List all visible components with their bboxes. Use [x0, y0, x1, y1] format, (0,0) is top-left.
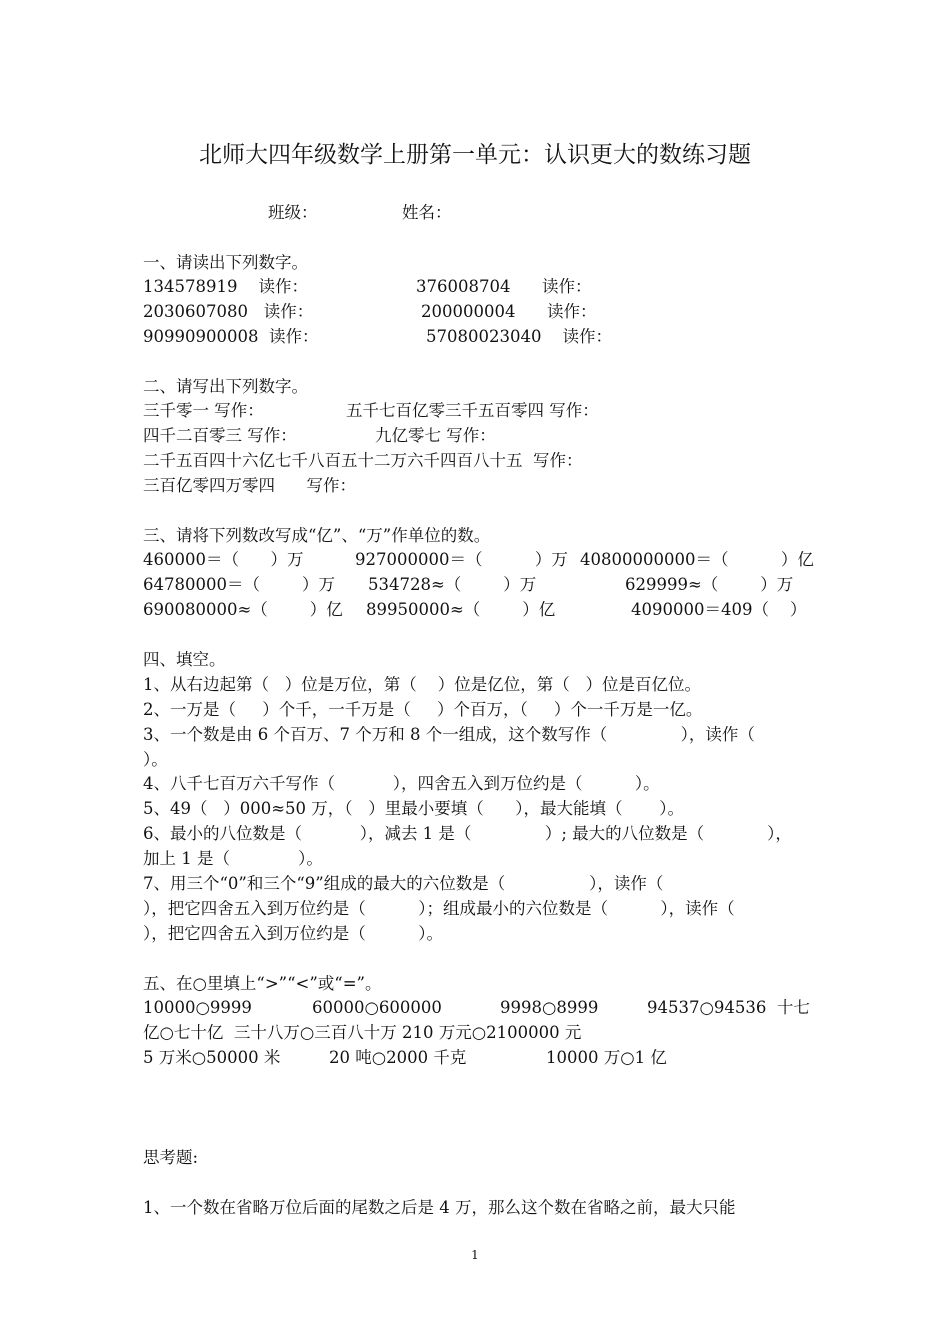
rewrite-item: 690080000≈（ ）亿: [143, 600, 343, 619]
read-item: 2030607080 读作：: [143, 302, 314, 321]
rewrite-item: 460000＝（ ）万: [143, 550, 304, 569]
write-item: 二千五百四十六亿七千八百五十二万六千四百八十五 写作：: [143, 451, 583, 470]
rewrite-item: 89950000≈（ ）亿: [366, 600, 556, 619]
name-label: 姓名：: [402, 203, 452, 222]
section-5-heading: 五、在○里填上“>”“<”或“=”。: [143, 974, 382, 993]
page-title: 北师大四年级数学上册第一单元：认识更大的数练习题: [199, 142, 751, 168]
compare-item: 5 万米○50000 米: [143, 1048, 281, 1067]
compare-item: 10000○9999: [143, 998, 252, 1017]
think-heading: 思考题:: [143, 1148, 199, 1167]
section-3-heading: 三、请将下列数改写成“亿”、“万”作单位的数。: [143, 526, 491, 545]
section-4-heading: 四、填空。: [143, 650, 226, 669]
fill-line: 2、一万是（ ）个千，一千万是（ ）个百万，（ ）个一千万是一亿。: [143, 700, 703, 719]
compare-item: 9998○8999: [500, 998, 599, 1017]
write-item: 四千二百零三 写作：: [143, 426, 297, 445]
write-item: 九亿零七 写作：: [375, 426, 496, 445]
write-item: 三千零一 写作：: [143, 401, 264, 420]
fill-line: 5、49（ ）000≈50 万，（ ）里最小要填（ ），最大能填（ ）。: [143, 799, 684, 818]
section-1-heading: 一、请读出下列数字。: [143, 253, 308, 272]
rewrite-item: 64780000＝（ ）万: [143, 575, 335, 594]
rewrite-item: 629999≈（ ）万: [625, 575, 794, 594]
fill-line: 7、用三个“0”和三个“9”组成的最大的六位数是（ ），读作（: [143, 874, 664, 893]
fill-line: ）。: [143, 750, 168, 769]
compare-line: 亿○七十亿 三十八万○三百八十万 210 万元○2100000 元: [143, 1023, 582, 1042]
read-item: 90990900008 读作：: [143, 327, 319, 346]
write-item: 三百亿零四万零四 写作：: [143, 476, 356, 495]
fill-line: 3、一个数是由 6 个百万、7 个万和 8 个一组成，这个数写作（ ），读作（: [143, 725, 755, 744]
class-label: 班级：: [268, 203, 318, 222]
read-item: 200000004 读作：: [421, 302, 597, 321]
read-item: 134578919 读作：: [143, 277, 308, 296]
fill-line: ），把它四舍五入到万位约是（ ）。: [143, 924, 443, 943]
compare-item: 20 吨○2000 千克: [329, 1048, 467, 1067]
read-item: 57080023040 读作：: [426, 327, 612, 346]
write-item: 五千七百亿零三千五百零四 写作：: [346, 401, 599, 420]
fill-line: 1、从右边起第（ ）位是万位，第（ ）位是亿位，第（ ）位是百亿位。: [143, 675, 701, 694]
rewrite-item: 927000000＝（ ）万: [355, 550, 568, 569]
fill-line: 6、最小的八位数是（ ），减去 1 是（ ）; 最大的八位数是（ ），: [143, 824, 792, 843]
rewrite-item: 4090000＝409（ ）: [631, 600, 807, 619]
read-item: 376008704 读作：: [416, 277, 592, 296]
section-2-heading: 二、请写出下列数字。: [143, 377, 308, 396]
fill-line: 4、八千七百万六千写作（ ），四舍五入到万位约是（ ）。: [143, 774, 660, 793]
think-question-1: 1、一个数在省略万位后面的尾数之后是 4 万，那么这个数在省略之前，最大只能: [143, 1198, 736, 1217]
compare-item: 60000○600000: [312, 998, 442, 1017]
rewrite-item: 534728≈（ ）万: [368, 575, 537, 594]
compare-item: 94537○94536 十七: [647, 998, 810, 1017]
fill-line: 加上 1 是（ ）。: [143, 849, 323, 868]
fill-line: ），把它四舍五入到万位约是（ ）；组成最小的六位数是（ ），读作（: [143, 899, 735, 918]
page-number: 1: [471, 1248, 479, 1262]
rewrite-item: 40800000000＝（ ）亿: [580, 550, 814, 569]
compare-item: 10000 万○1 亿: [546, 1048, 667, 1067]
